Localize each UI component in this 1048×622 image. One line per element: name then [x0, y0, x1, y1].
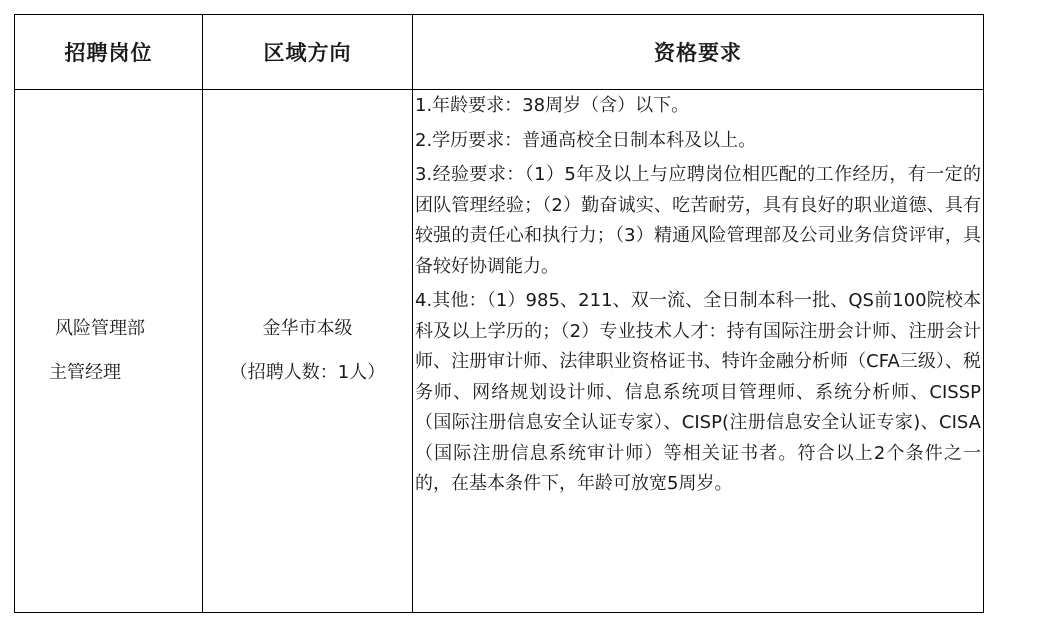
requirement-experience: 3.经验要求：（1）5年及以上与应聘岗位相匹配的工作经历，有一定的团队管理经验；（2）勤奋诚实、吃苦耐劳，具有良好的职业道德、具有较强的责任心和执行力；（3）精通风险管理部及公司业务信贷评审，具备较好协调能力。: [415, 164, 981, 277]
header-requirements: 资格要求: [413, 15, 984, 90]
region-cell: [203, 90, 413, 613]
position-name-line1: 风险管理部: [55, 318, 145, 339]
header-region: 区域方向: [203, 15, 413, 90]
position-cell: [15, 90, 203, 613]
hiring-count: （招聘人数：1人）: [229, 362, 386, 383]
requirement-education: 2.学历要求：普通高校全日制本科及以上。: [415, 129, 757, 151]
table-row: [15, 90, 984, 613]
requirement-other: 4.其他：（1）985、211、双一流、全日制本科一批、QS前100院校本科及以上学历的；（2）专业技术人才：持有国际注册会计师、注册会计师、注册审计师、法律职业资格证书、特许金融分析师（CFA三级）、税务师、网络规划设计师、信息系统项目管理师、系统分析师、CISSP（国际注册信息安全认证专家）、CISP(注册信息安全认证专家)、CISA（国际注册信息系统审计师）等相关证书者。符合以上2个条件之一的，在基本条件下，年龄可放宽5周岁。: [415, 290, 981, 494]
header-position: 招聘岗位: [15, 15, 203, 90]
region-name: 金华市本级: [262, 318, 353, 339]
recruitment-table: [14, 14, 984, 613]
requirements-cell: [413, 90, 984, 613]
requirement-age: 1.年龄要求：38周岁（含）以下。: [415, 95, 690, 116]
header-row: [15, 15, 984, 90]
position-name-line2: 主管经理: [49, 362, 121, 383]
